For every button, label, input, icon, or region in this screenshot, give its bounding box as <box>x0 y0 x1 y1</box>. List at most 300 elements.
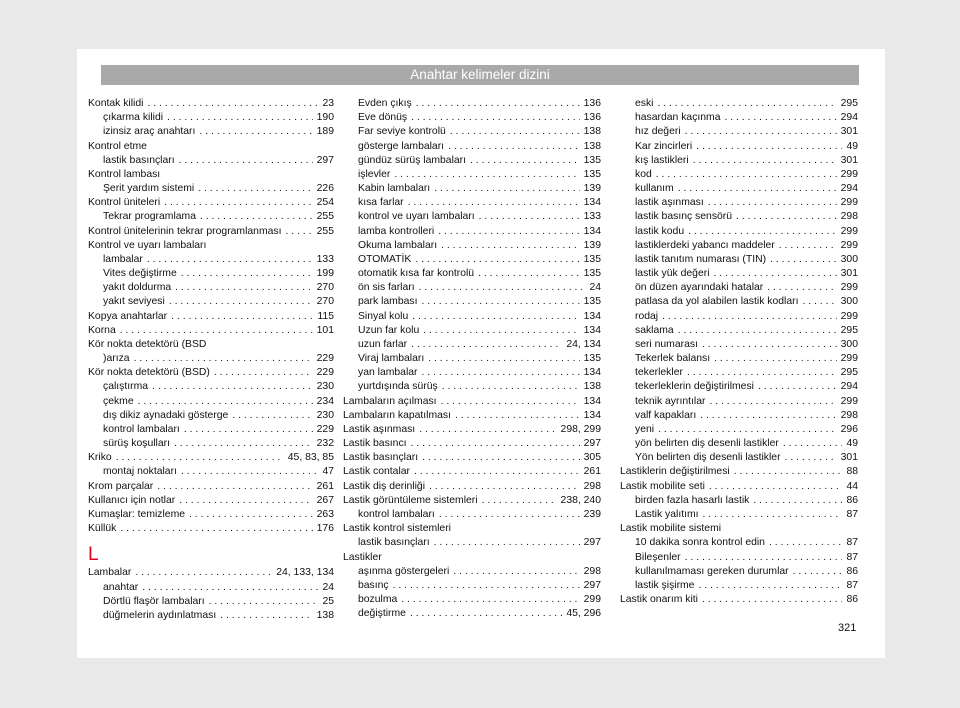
dot-leader <box>766 253 837 267</box>
entry-page-ref[interactable]: 49 <box>846 140 858 152</box>
dot-leader <box>749 494 842 508</box>
entry-page-ref[interactable]: 138 <box>583 381 601 393</box>
entry-page-ref[interactable]: 23 <box>322 98 334 109</box>
index-entry <box>88 295 334 309</box>
dot-leader <box>430 182 579 196</box>
entry-term: ön düzen ayarındaki hatalar <box>635 282 764 294</box>
entry-page-ref[interactable]: 270 <box>316 296 334 308</box>
entry-term: yakıt seviyesi <box>103 296 165 308</box>
entry-page-ref[interactable]: 135 <box>583 268 601 280</box>
entry-page-ref[interactable]: 189 <box>316 126 334 138</box>
entry-page-ref[interactable]: 229 <box>316 423 334 435</box>
dot-leader <box>710 267 837 281</box>
dot-leader <box>177 267 313 281</box>
entry-term: Lastik mobilite seti <box>620 480 705 492</box>
index-entry <box>343 437 601 451</box>
dot-leader <box>175 154 313 168</box>
entry-term: kış lastikleri <box>635 154 689 166</box>
entry-page-ref[interactable]: 299 <box>840 395 858 407</box>
dot-leader <box>434 225 579 239</box>
index-entry <box>620 551 858 565</box>
entry-page-ref[interactable]: 300 <box>840 253 858 265</box>
entry-term: tekerleklerin değiştirilmesi <box>635 381 754 393</box>
index-entry <box>343 593 601 607</box>
index-entry <box>620 267 858 281</box>
entry-page-ref[interactable]: 299 <box>840 282 858 294</box>
entry-page-ref[interactable]: 138 <box>316 609 334 621</box>
entry-page-ref[interactable]: 49 <box>846 438 858 450</box>
dot-leader <box>754 380 837 394</box>
dot-leader <box>789 565 843 579</box>
index-entry <box>620 168 858 182</box>
entry-page-ref[interactable]: 301 <box>840 154 858 166</box>
entry-page-ref[interactable]: 87 <box>846 579 858 591</box>
entry-term: Lastik basıncı <box>343 438 407 450</box>
entry-page-ref[interactable]: 134 <box>583 395 601 407</box>
entry-term: lamba kontrolleri <box>358 225 435 237</box>
entry-page-ref[interactable]: 263 <box>316 508 334 520</box>
entry-page-ref[interactable]: 45, 83, 85 <box>287 452 334 464</box>
entry-term: 10 dakika sonra kontrol edin <box>635 537 765 549</box>
entry-page-ref[interactable]: 255 <box>316 225 334 237</box>
entry-page-ref[interactable]: 300 <box>840 338 858 350</box>
dot-leader <box>153 480 312 494</box>
entry-term: lastik aşınması <box>635 197 704 209</box>
entry-page-ref[interactable]: 238, 240 <box>560 494 601 506</box>
dot-leader <box>404 196 580 210</box>
dot-leader <box>411 253 579 267</box>
entry-term: lastik şişirme <box>635 579 695 591</box>
index-entry <box>343 97 601 111</box>
index-entry <box>88 395 334 409</box>
index-entry <box>343 409 601 423</box>
entry-page-ref[interactable]: 254 <box>316 197 334 209</box>
entry-page-ref[interactable]: 301 <box>840 126 858 138</box>
index-entry <box>88 125 334 139</box>
entry-page-ref[interactable]: 297 <box>316 154 334 166</box>
entry-term: Lastik kontrol sistemleri <box>343 523 451 535</box>
entry-term: seri numarası <box>635 338 698 350</box>
dot-leader <box>425 480 580 494</box>
entry-page-ref[interactable]: 297 <box>583 537 601 549</box>
index-entry <box>88 366 334 380</box>
entry-page-ref[interactable]: 294 <box>840 381 858 393</box>
entry-page-ref[interactable]: 134 <box>583 324 601 336</box>
index-column-1 <box>88 97 334 623</box>
entry-term: birden fazla hasarlı lastik <box>635 494 750 506</box>
dot-leader <box>134 395 313 409</box>
index-entry <box>620 97 858 111</box>
index-entry <box>343 423 601 437</box>
index-entry <box>88 595 334 609</box>
entry-page-ref[interactable]: 299 <box>583 594 601 606</box>
index-entry <box>88 267 334 281</box>
index-entry <box>343 295 601 309</box>
entry-page-ref[interactable] <box>206 239 210 253</box>
dot-leader <box>406 607 562 621</box>
entry-term: Lastiklerin değiştirilmesi <box>620 466 730 478</box>
index-entry <box>620 579 858 593</box>
index-entry <box>620 140 858 154</box>
entry-term: yön belirten diş desenli lastikler <box>635 438 779 450</box>
index-entry <box>88 154 334 168</box>
dot-leader <box>205 595 319 609</box>
entry-term: Evden çıkış <box>358 98 412 109</box>
entry-page-ref[interactable]: 267 <box>316 494 334 506</box>
entry-page-ref[interactable]: 45, 296 <box>566 608 601 620</box>
entry-term: lastik basınçları <box>358 537 430 549</box>
entry-term: Kör nokta detektörü (BSD <box>88 338 207 350</box>
entry-page-ref[interactable]: 87 <box>846 508 858 520</box>
entry-page-ref[interactable]: 138 <box>583 140 601 152</box>
entry-term: otomatik kısa far kontrolü <box>358 268 475 280</box>
entry-page-ref[interactable]: 101 <box>316 324 334 336</box>
index-entry <box>620 380 858 394</box>
dot-leader <box>674 182 837 196</box>
entry-page-ref[interactable]: 24, 133, 134 <box>276 567 334 579</box>
entry-term: Krom parçalar <box>88 480 154 492</box>
index-entry <box>620 210 858 224</box>
entry-page-ref[interactable]: 230 <box>316 409 334 421</box>
index-entry <box>620 480 858 494</box>
entry-page-ref[interactable]: 255 <box>316 211 334 223</box>
entry-term: gündüz sürüş lambaları <box>358 154 467 166</box>
dot-leader <box>681 125 837 139</box>
index-entry <box>88 338 334 352</box>
entry-term: dış dikiz aynadaki gösterge <box>103 409 229 421</box>
entry-page-ref[interactable]: 190 <box>316 112 334 124</box>
index-entry <box>88 451 334 465</box>
entry-term: Okuma lambaları <box>358 239 438 251</box>
entry-term: Lastik aşınması <box>343 423 416 435</box>
entry-page-ref[interactable]: 176 <box>316 523 334 535</box>
entry-page-ref[interactable]: 299 <box>840 197 858 209</box>
entry-page-ref[interactable]: 229 <box>316 353 334 365</box>
index-entry <box>620 395 858 409</box>
entry-page-ref[interactable]: 226 <box>316 183 334 195</box>
entry-page-ref[interactable]: 136 <box>583 98 601 109</box>
index-entry <box>88 465 334 479</box>
dot-leader <box>228 409 312 423</box>
dot-leader <box>407 338 562 352</box>
entry-term: Kriko <box>88 452 112 464</box>
dot-leader <box>424 352 579 366</box>
dot-leader <box>148 380 313 394</box>
dot-leader <box>196 210 313 224</box>
entry-page-ref[interactable]: 239 <box>583 508 601 520</box>
entry-page-ref[interactable]: 135 <box>583 154 601 166</box>
index-entry <box>343 196 601 210</box>
entry-page-ref[interactable]: 136 <box>583 112 601 124</box>
dot-leader <box>798 295 836 309</box>
entry-term: çıkarma kilidi <box>103 112 164 124</box>
entry-term: Kabin lambaları <box>358 183 431 195</box>
index-entry <box>88 437 334 451</box>
page-header: Anahtar kelimeler dizini <box>101 65 859 85</box>
dot-leader <box>194 182 312 196</box>
entry-page-ref[interactable]: 133 <box>583 211 601 223</box>
entry-term: lastik yük değeri <box>635 268 710 280</box>
dot-leader <box>475 210 580 224</box>
entry-page-ref[interactable]: 44 <box>846 480 858 492</box>
entry-page-ref[interactable]: 297 <box>583 579 601 591</box>
index-entry <box>343 140 601 154</box>
dot-leader <box>699 508 843 522</box>
entry-page-ref[interactable]: 134 <box>583 367 601 379</box>
entry-page-ref[interactable]: 298, 299 <box>560 423 601 435</box>
index-entry <box>88 210 334 224</box>
entry-term: OTOMATİK <box>358 253 412 265</box>
entry-term: Lastik onarım kiti <box>620 594 698 606</box>
entry-page-ref[interactable]: 86 <box>846 494 858 506</box>
entry-term: Kar zincirleri <box>635 140 693 152</box>
entry-term: çalıştırma <box>103 381 149 393</box>
dot-leader <box>170 437 313 451</box>
index-entry <box>620 451 858 465</box>
dot-leader <box>216 609 312 623</box>
index-entry <box>88 182 334 196</box>
entry-page-ref[interactable]: 296 <box>840 423 858 435</box>
dot-leader <box>418 451 580 465</box>
entry-page-ref[interactable]: 88 <box>846 466 858 478</box>
index-entry <box>343 565 601 579</box>
dot-leader <box>466 154 580 168</box>
dot-leader <box>694 579 842 593</box>
entry-page-ref[interactable]: 133 <box>316 253 334 265</box>
entry-page-ref[interactable]: 298 <box>583 565 601 577</box>
entry-page-ref[interactable]: 297 <box>583 438 601 450</box>
index-column-2 <box>343 97 601 621</box>
dot-leader <box>654 423 837 437</box>
index-entry <box>620 182 858 196</box>
entry-page-ref[interactable]: 24 <box>589 282 601 294</box>
index-entry <box>343 352 601 366</box>
entry-page-ref[interactable] <box>382 551 386 565</box>
index-entry <box>620 536 858 550</box>
entry-term: Lambaların kapatılması <box>343 409 452 421</box>
entry-term: Kopya anahtarlar <box>88 310 168 322</box>
dot-leader <box>175 494 312 508</box>
entry-page-ref[interactable]: 261 <box>316 480 334 492</box>
entry-page-ref[interactable] <box>206 338 210 352</box>
entry-page-ref[interactable]: 47 <box>322 466 334 478</box>
index-entry <box>343 395 601 409</box>
entry-page-ref[interactable]: 135 <box>583 253 601 265</box>
index-entry <box>343 125 601 139</box>
entry-term: montaj noktaları <box>103 466 177 478</box>
index-entry <box>620 239 858 253</box>
dot-leader <box>696 409 836 423</box>
entry-page-ref[interactable]: 134 <box>583 409 601 421</box>
entry-term: basınç <box>358 579 389 591</box>
index-entry <box>343 210 601 224</box>
dot-leader <box>775 239 837 253</box>
index-entry <box>620 295 858 309</box>
dot-leader <box>653 97 836 111</box>
entry-term: Lastik basınçları <box>343 452 419 464</box>
entry-page-ref[interactable]: 87 <box>846 537 858 549</box>
entry-term: Viraj lambaları <box>358 353 425 365</box>
index-entry <box>620 593 858 607</box>
dot-leader <box>720 111 836 125</box>
entry-page-ref[interactable]: 298 <box>583 480 601 492</box>
dot-leader <box>698 593 842 607</box>
entry-page-ref[interactable]: 86 <box>846 594 858 606</box>
entry-term: Korna <box>88 324 116 336</box>
index-entry <box>343 551 601 565</box>
dot-leader <box>171 281 313 295</box>
index-entry <box>620 154 858 168</box>
entry-page-ref[interactable]: 86 <box>846 565 858 577</box>
index-entry <box>88 140 334 154</box>
dot-leader <box>732 210 837 224</box>
entry-page-ref[interactable]: 261 <box>583 466 601 478</box>
dot-leader <box>430 536 580 550</box>
entry-page-ref[interactable]: 134 <box>583 225 601 237</box>
index-entry <box>620 281 858 295</box>
dot-leader <box>195 125 312 139</box>
entry-page-ref[interactable]: 199 <box>316 268 334 280</box>
entry-term: Tekrar programlama <box>103 211 196 223</box>
entry-page-ref[interactable]: 230 <box>316 381 334 393</box>
entry-page-ref[interactable]: 298 <box>840 211 858 223</box>
dot-leader <box>418 366 580 380</box>
entry-page-ref[interactable]: 135 <box>583 353 601 365</box>
index-entry <box>620 366 858 380</box>
index-entry <box>620 352 858 366</box>
dot-leader <box>415 281 586 295</box>
index-entry <box>620 125 858 139</box>
entry-page-ref[interactable]: 295 <box>840 98 858 109</box>
entry-page-ref[interactable]: 270 <box>316 282 334 294</box>
dot-leader <box>185 508 313 522</box>
entry-page-ref[interactable]: 229 <box>316 367 334 379</box>
entry-page-ref[interactable]: 115 <box>317 310 334 322</box>
index-entry <box>620 196 858 210</box>
entry-page-ref[interactable] <box>721 522 725 536</box>
entry-page-ref[interactable]: 298 <box>840 409 858 421</box>
index-entry <box>88 566 334 580</box>
entry-page-ref[interactable]: 299 <box>840 168 858 180</box>
entry-page-ref[interactable]: 24, 134 <box>566 338 601 350</box>
dot-leader <box>765 536 842 550</box>
entry-term: Kontrol üniteleri <box>88 197 161 209</box>
index-entry <box>88 581 334 595</box>
dot-leader <box>397 593 579 607</box>
index-entry <box>620 253 858 267</box>
entry-page-ref[interactable] <box>160 168 164 182</box>
entry-page-ref[interactable]: 24 <box>322 581 334 593</box>
entry-term: Kullanıcı için notlar <box>88 494 176 506</box>
entry-term: rodaj <box>635 310 659 322</box>
entry-page-ref[interactable]: 294 <box>840 112 858 124</box>
entry-term: yurtdışında sürüş <box>358 381 438 393</box>
dot-leader <box>143 253 313 267</box>
dot-leader <box>435 508 580 522</box>
entry-page-ref[interactable]: 305 <box>583 452 601 464</box>
index-entry <box>343 324 601 338</box>
entry-page-ref[interactable]: 234 <box>316 395 334 407</box>
dot-leader <box>438 380 580 394</box>
entry-page-ref[interactable]: 25 <box>322 595 334 607</box>
entry-page-ref[interactable]: 299 <box>840 353 858 365</box>
entry-page-ref[interactable]: 299 <box>840 225 858 237</box>
entry-page-ref[interactable]: 139 <box>583 239 601 251</box>
index-entry <box>620 423 858 437</box>
entry-term: Lastik yalıtımı <box>635 508 699 520</box>
index-column-3 <box>620 97 858 607</box>
dot-leader <box>444 140 580 154</box>
entry-term: yakıt doldurma <box>103 282 172 294</box>
entry-page-ref[interactable]: 87 <box>846 551 858 563</box>
entry-page-ref[interactable]: 299 <box>840 310 858 322</box>
entry-page-ref[interactable]: 299 <box>840 239 858 251</box>
index-entry <box>343 239 601 253</box>
entry-term: Kontrol ve uyarı lambaları <box>88 239 207 251</box>
index-entry <box>343 154 601 168</box>
entry-term: izinsiz araç anahtarı <box>103 126 196 138</box>
entry-page-ref[interactable]: 301 <box>840 452 858 464</box>
entry-term: valf kapakları <box>635 409 697 421</box>
dot-leader <box>281 225 312 239</box>
dot-leader <box>437 395 580 409</box>
entry-page-ref[interactable] <box>147 140 151 154</box>
entry-term: Vites değiştirme <box>103 268 177 280</box>
index-entry <box>620 522 858 536</box>
dot-leader <box>160 196 312 210</box>
index-entry <box>620 338 858 352</box>
dot-leader <box>710 352 837 366</box>
dot-leader <box>415 423 556 437</box>
entry-page-ref[interactable]: 134 <box>583 310 601 322</box>
index-entry <box>343 451 601 465</box>
index-entry <box>620 324 858 338</box>
dot-leader <box>163 111 313 125</box>
index-entry <box>343 579 601 593</box>
entry-page-ref[interactable]: 295 <box>840 324 858 336</box>
entry-page-ref[interactable]: 139 <box>583 183 601 195</box>
entry-page-ref[interactable]: 295 <box>840 367 858 379</box>
index-entry <box>620 465 858 479</box>
dot-leader <box>112 451 284 465</box>
entry-term: lastik tanıtım numarası (TIN) <box>635 253 767 265</box>
entry-page-ref[interactable]: 232 <box>316 438 334 450</box>
dot-leader <box>410 465 580 479</box>
entry-term: kullanılmaması gereken durumlar <box>635 565 789 577</box>
entry-term: Kontrol ünitelerinin tekrar programlanması <box>88 225 282 237</box>
entry-page-ref[interactable]: 135 <box>583 296 601 308</box>
dot-leader <box>138 581 318 595</box>
entry-page-ref[interactable]: 138 <box>583 126 601 138</box>
dot-leader <box>116 522 312 536</box>
entry-page-ref[interactable]: 300 <box>840 296 858 308</box>
entry-term: Lastik diş derinliği <box>343 480 426 492</box>
entry-page-ref[interactable]: 135 <box>583 168 601 180</box>
entry-term: Far seviye kontrolü <box>358 126 446 138</box>
index-entry <box>343 380 601 394</box>
entry-page-ref[interactable] <box>451 522 455 536</box>
entry-term: yan lambalar <box>358 367 418 379</box>
entry-page-ref[interactable]: 301 <box>840 268 858 280</box>
entry-term: lastiklerdeki yabancı maddeler <box>635 239 775 251</box>
entry-term: işlevler <box>358 168 391 180</box>
entry-page-ref[interactable]: 294 <box>840 183 858 195</box>
index-entry <box>343 168 601 182</box>
dot-leader <box>705 480 843 494</box>
entry-term: Lambalar <box>88 567 132 579</box>
index-entry <box>343 536 601 550</box>
entry-page-ref[interactable]: 134 <box>583 197 601 209</box>
